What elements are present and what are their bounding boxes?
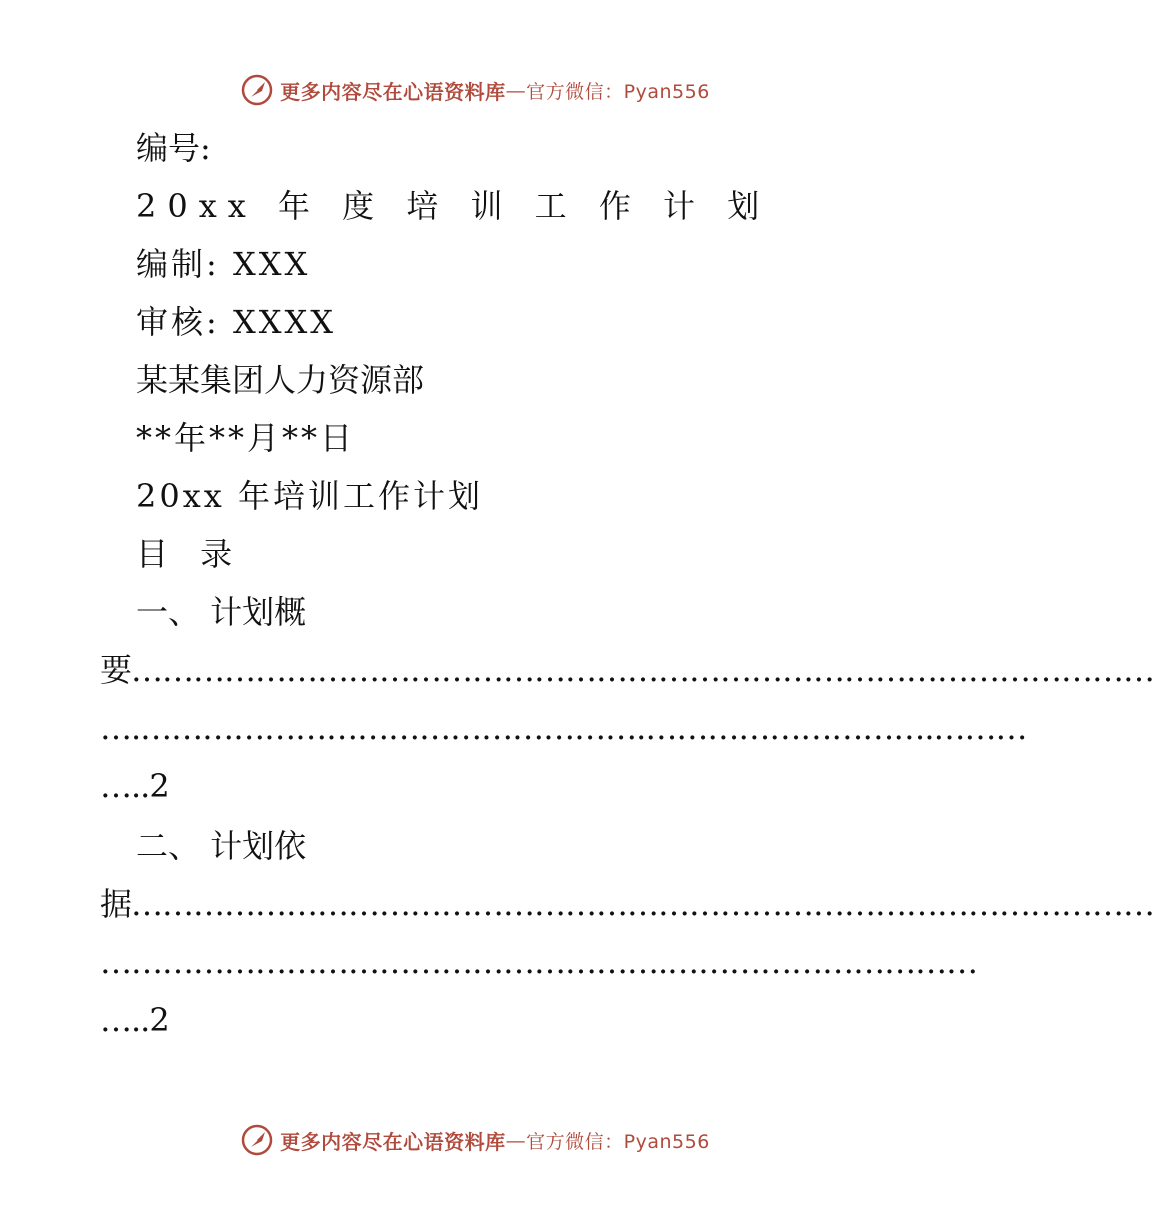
document-title-spaced: 20xx 年 度 培 训 工 作 计 划 (136, 187, 771, 225)
toc-item-dots: 据……………………………………………………………………………………… (100, 885, 1154, 923)
banner-wechat: 官方微信：Pyan556 (526, 80, 710, 103)
banner-wechat: 官方微信：Pyan556 (526, 1130, 710, 1153)
reviewer-line: 审核: XXXX (136, 303, 337, 341)
watermark-banner-bottom (0, 1120, 950, 1160)
banner-separator: — (505, 78, 527, 102)
watermark-banner-top (0, 70, 950, 110)
banner-brand: 更多内容尽在心语资料库 (280, 79, 506, 104)
document-number-label: 编号: (136, 129, 211, 167)
quill-logo-icon (240, 1123, 274, 1157)
toc-item-dots: 要……………………………………………………………………………………… (100, 651, 1154, 689)
banner-separator: — (505, 1128, 527, 1152)
toc-item-heading: 二、 计划依 (136, 827, 307, 865)
compiler-line: 编制: XXX (136, 245, 311, 283)
quill-logo-icon (240, 73, 274, 107)
document-title: 20xx 年培训工作计划 (136, 477, 483, 515)
department-line: 某某集团人力资源部 (136, 361, 425, 399)
toc-item-page: …..2 (100, 1001, 169, 1039)
toc-item-dots: ……………………………………………….………………………… (100, 943, 978, 981)
date-line: **年**月**日 (136, 419, 356, 457)
toc-item-page: …..2 (100, 767, 169, 805)
banner-brand: 更多内容尽在心语资料库 (280, 1129, 506, 1154)
toc-item-heading: 一、 计划概 (136, 593, 307, 631)
toc-item-dots: ….………………………………………….……………………….……… (100, 709, 1027, 747)
toc-heading: 目 录 (136, 535, 244, 573)
